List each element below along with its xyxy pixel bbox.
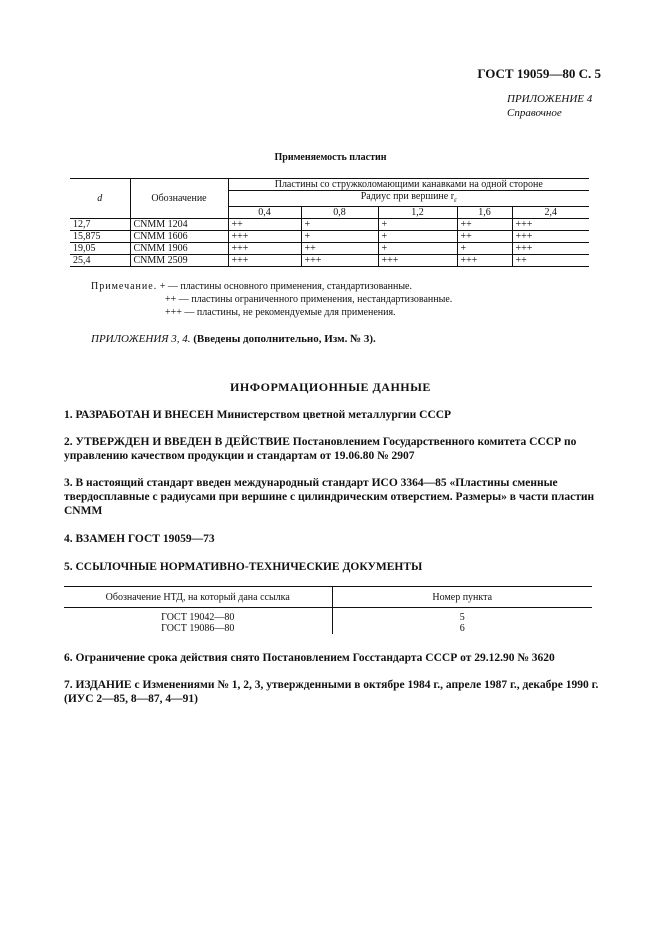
- col-header-designation: Обозначение: [130, 179, 228, 219]
- appendix-number: ПРИЛОЖЕНИЕ 4: [507, 93, 593, 105]
- table-row: [70, 255, 589, 267]
- info-item-6: 6. Ограничение срока действия снято Постановлением Госстандарта СССР от 29.12.90 № 3620: [64, 652, 555, 664]
- ref-col-header-doc: Обозначение НТД, на который дана ссылка: [64, 587, 332, 608]
- note-line-2: ++ — пластины ограниченного применения, нестандартизованные.: [165, 294, 453, 305]
- amendment-note: [91, 333, 376, 345]
- col-header-d: d: [70, 179, 130, 219]
- table-title: Применяемость пластин: [274, 152, 387, 163]
- note-text: + — пластины основного применения, стандартизованные.: [159, 281, 412, 292]
- amendment-text: (Введены дополнительно, Изм. № 3).: [193, 333, 376, 345]
- radius-value: 2,4: [512, 207, 589, 219]
- note-line-1: [91, 281, 412, 292]
- note-line-3: +++ — пластины, не рекомендуемые для применения.: [165, 307, 396, 318]
- table-row: [70, 243, 589, 255]
- table-row: [70, 231, 589, 243]
- radius-header-text: Радиус при вершине r: [360, 191, 455, 202]
- reference-table: [64, 586, 592, 634]
- radius-header: [228, 191, 589, 207]
- amendment-prefix: ПРИЛОЖЕНИЯ 3, 4.: [91, 333, 191, 345]
- cell-value: ++: [457, 219, 512, 231]
- info-item-1: 1. РАЗРАБОТАН И ВНЕСЕН Министерством цветной металлургии СССР: [64, 409, 452, 421]
- document-code: ГОСТ 19059—80 С. 5: [477, 66, 601, 81]
- info-item-3: 3. В настоящий стандарт введен международный стандарт ИСО 3364—85 «Пластины сменные твердосплавные с радиусами при вершине с цилиндрическим отверстием. Размеры» в части пластин CNMM: [64, 477, 595, 517]
- cell-value: ++: [301, 243, 378, 255]
- cell-value: +: [457, 243, 512, 255]
- appendix-label: [507, 92, 592, 120]
- cell-designation: CNMM 2509: [130, 255, 228, 267]
- group-header: Пластины со стружколомающими канавками на одной стороне: [228, 179, 589, 191]
- radius-value: 1,2: [378, 207, 457, 219]
- cell-value: +: [378, 231, 457, 243]
- info-item-4: 4. ВЗАМЕН ГОСТ 19059—73: [64, 533, 215, 545]
- cell-value: +++: [378, 255, 457, 267]
- cell-value: +: [378, 243, 457, 255]
- cell-value: ++: [228, 219, 301, 231]
- cell-value: ++: [457, 231, 512, 243]
- ref-col-header-clause: Номер пункта: [332, 587, 592, 608]
- cell-value: +++: [228, 243, 301, 255]
- table-row: [70, 219, 589, 231]
- radius-subscript: ε: [454, 196, 457, 204]
- cell-value: +++: [512, 243, 589, 255]
- info-item-2: 2. УТВЕРЖДЕН И ВВЕДЕН В ДЕЙСТВИЕ Постановлением Государственного комитета СССР по управлению качеством продукции и стандартам от 19.06.80 № 2907: [64, 436, 577, 462]
- cell-d: 12,7: [70, 219, 130, 231]
- ref-doc: ГОСТ 19042—80: [161, 612, 235, 623]
- radius-value: 0,4: [228, 207, 301, 219]
- ref-clause: 6: [332, 623, 592, 634]
- cell-designation: CNMM 1906: [130, 243, 228, 255]
- ref-doc: ГОСТ 19086—80: [161, 623, 235, 634]
- cell-value: ++: [512, 255, 589, 267]
- info-item-5: 5. ССЫЛОЧНЫЕ НОРМАТИВНО-ТЕХНИЧЕСКИЕ ДОКУМЕНТЫ: [64, 561, 423, 573]
- cell-d: 19,05: [70, 243, 130, 255]
- cell-d: 15,875: [70, 231, 130, 243]
- note-label: Примечание.: [91, 281, 158, 292]
- info-item-7: 7. ИЗДАНИЕ с Изменениями № 1, 2, 3, утвержденными в октябре 1984 г., апреле 1987 г., декабре 1990 г. (ИУС 2—85, 8—87, 4—91): [64, 679, 599, 705]
- table-row: [64, 623, 592, 634]
- table-row: [64, 608, 592, 624]
- cell-designation: CNMM 1606: [130, 231, 228, 243]
- ref-clause: 5: [332, 608, 592, 624]
- cell-value: +: [378, 219, 457, 231]
- cell-value: +++: [301, 255, 378, 267]
- applicability-table: [70, 178, 589, 267]
- cell-value: +++: [457, 255, 512, 267]
- cell-d: 25,4: [70, 255, 130, 267]
- appendix-type: Справочное: [507, 107, 562, 119]
- info-title: ИНФОРМАЦИОННЫЕ ДАННЫЕ: [230, 380, 431, 394]
- cell-value: +++: [228, 255, 301, 267]
- cell-value: +++: [512, 231, 589, 243]
- cell-value: +: [301, 231, 378, 243]
- cell-value: +++: [512, 219, 589, 231]
- cell-value: +: [301, 219, 378, 231]
- cell-value: +++: [228, 231, 301, 243]
- radius-value: 1,6: [457, 207, 512, 219]
- cell-designation: CNMM 1204: [130, 219, 228, 231]
- radius-value: 0,8: [301, 207, 378, 219]
